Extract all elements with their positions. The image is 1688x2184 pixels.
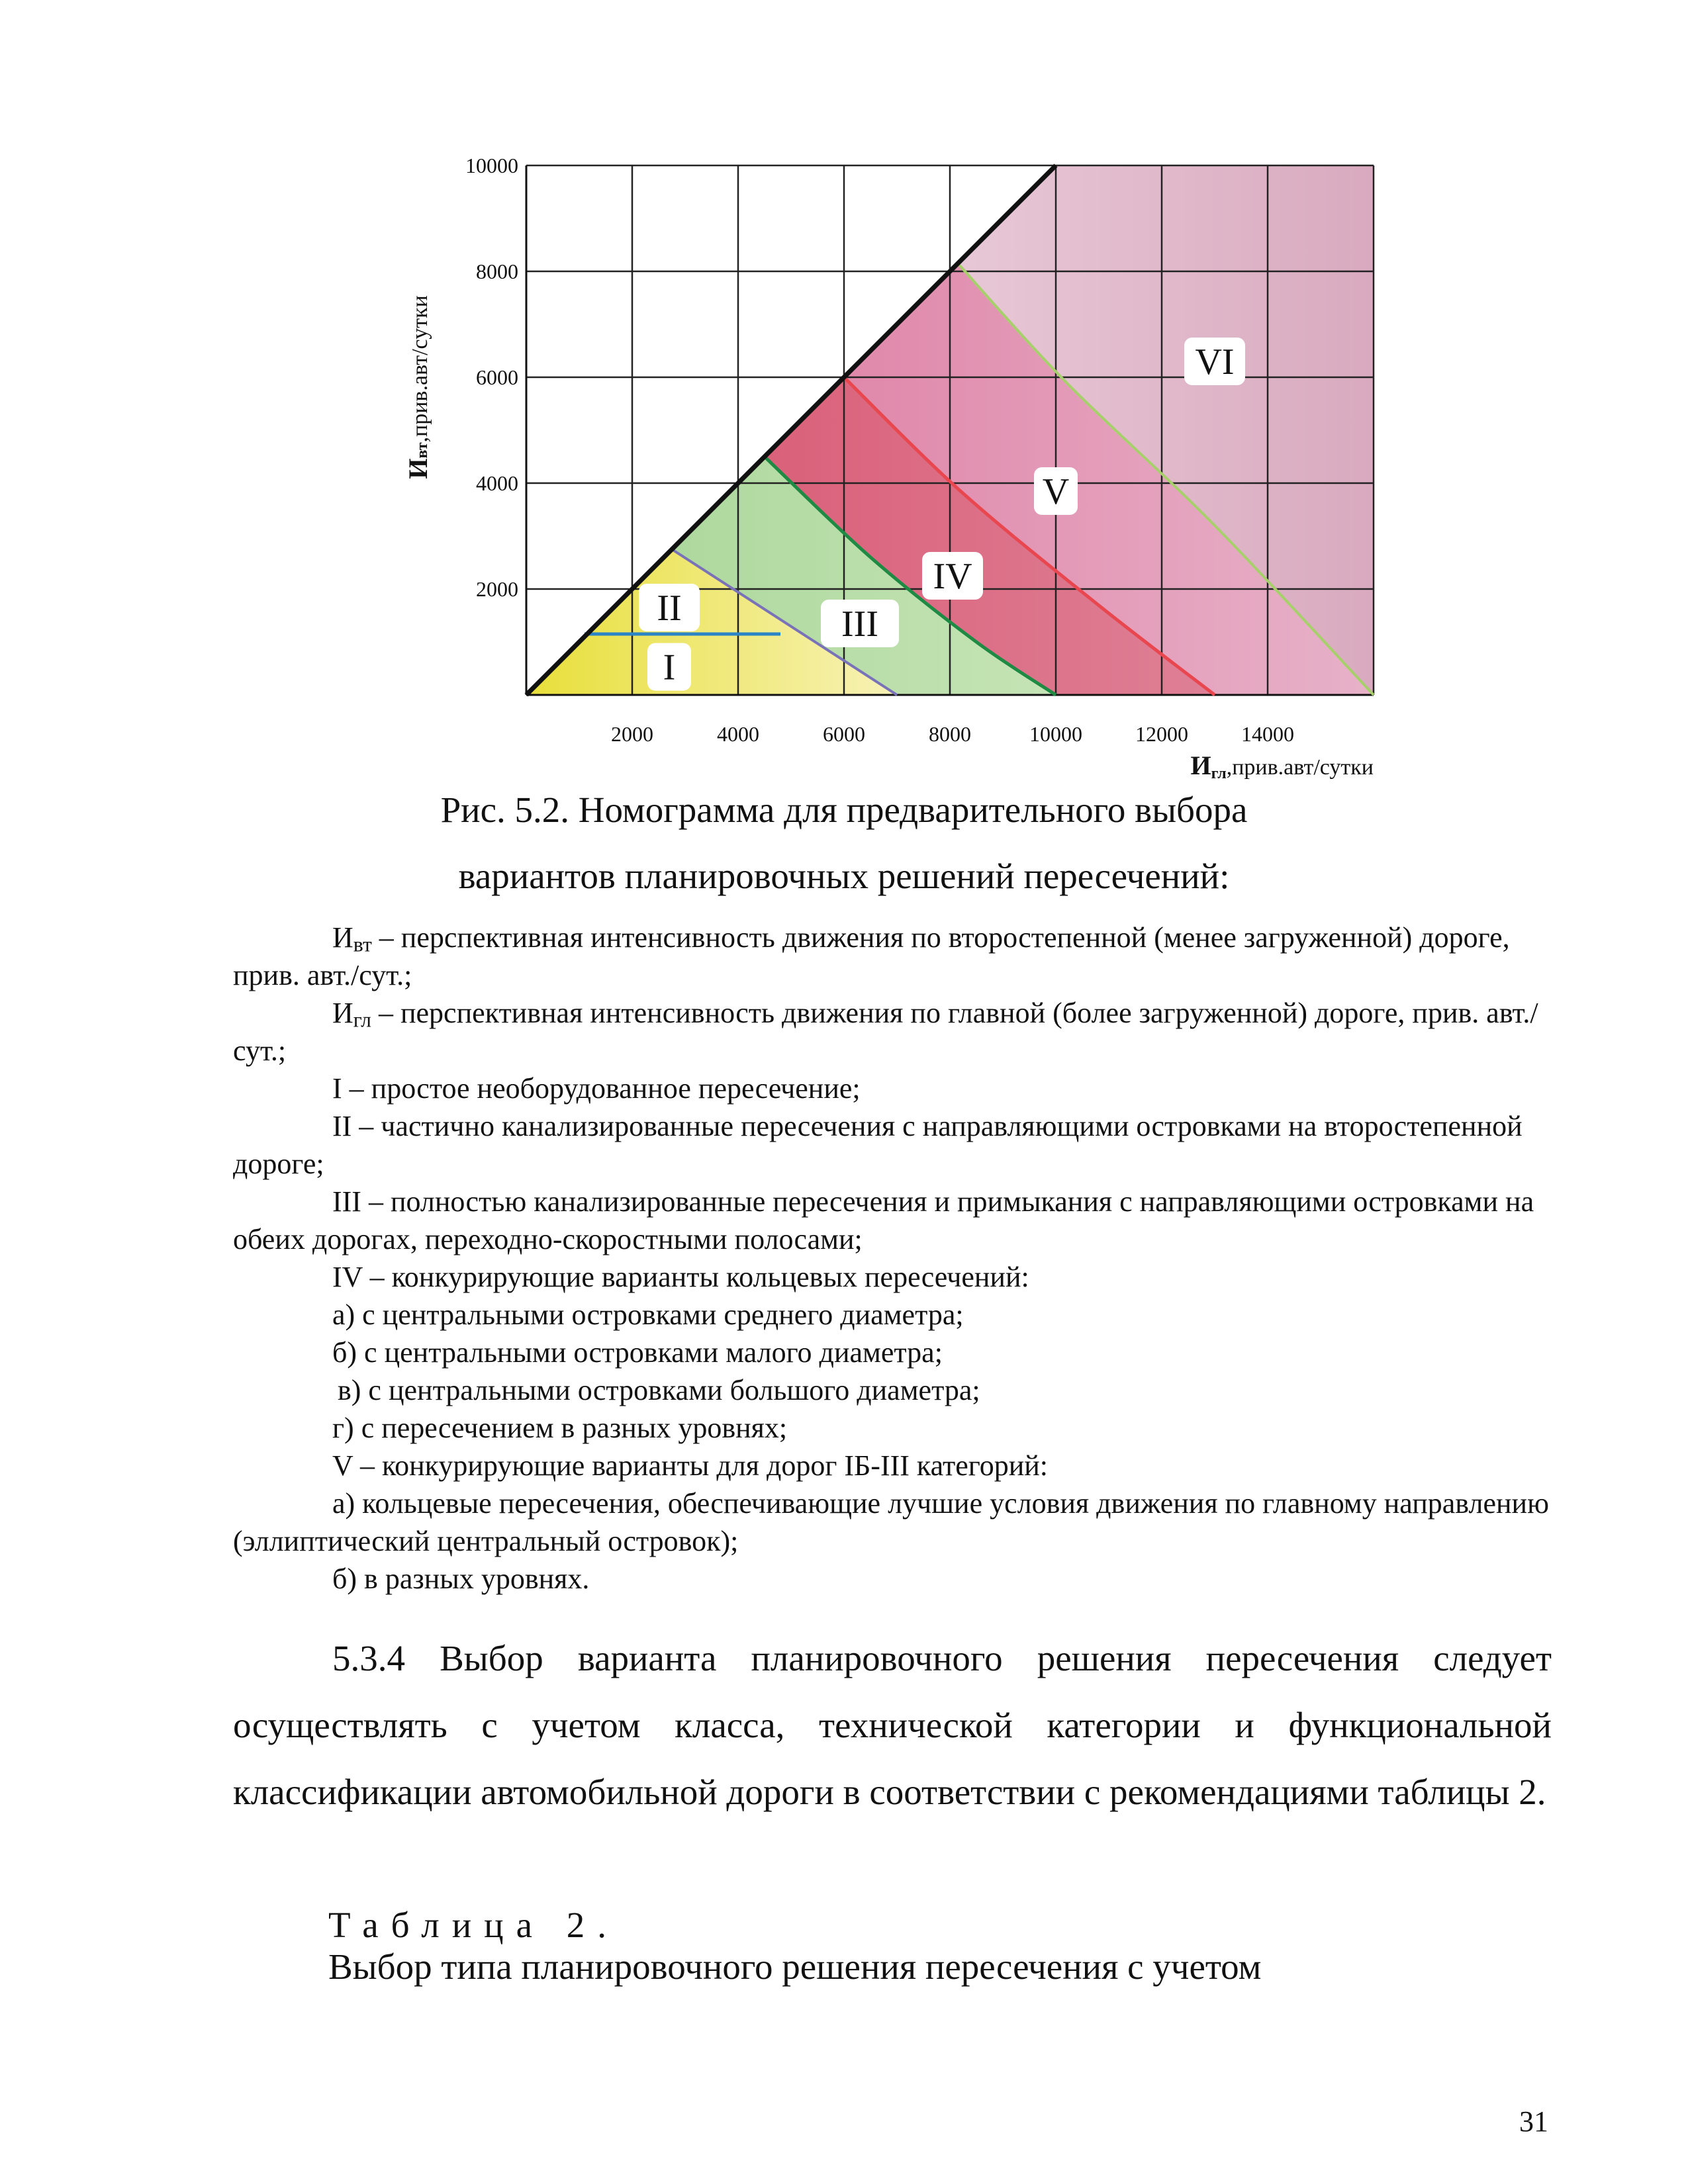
- legend-ivt-symbol: И: [332, 921, 353, 954]
- zone-label-i: I: [663, 647, 676, 688]
- y-tick-label-2000: 2000: [476, 577, 518, 601]
- legend-igl-symbol: И: [332, 997, 353, 1029]
- figure-caption-line-1: Рис. 5.2. Номограмма для предварительного выбора: [440, 790, 1248, 830]
- legend-item-iv: IV – конкурирующие варианты кольцевых пересечений:: [332, 1261, 1029, 1293]
- legend-item-v-b: б) в разных уровнях.: [332, 1563, 590, 1595]
- x-axis-label: [1190, 751, 1374, 782]
- legend-ivt-sub: вт: [353, 933, 372, 956]
- y-axis-label-sub: вт: [414, 442, 431, 459]
- legend-igl-sub: гл: [353, 1008, 371, 1032]
- x-tick-label-14000: 14000: [1241, 722, 1294, 746]
- table-title: Выбор типа планировочного решения пересечения с учетом: [328, 1946, 1262, 1987]
- legend-igl-text: – перспективная интенсивность движения по главной (более загруженной) дороге, прив. авт./сут.;: [233, 997, 1538, 1067]
- legend-ivt: [233, 919, 1552, 994]
- x-axis-label-rest: ,прив.авт/сутки: [1226, 755, 1374, 780]
- zone-label-ii: II: [657, 588, 682, 629]
- x-tick-label-4000: 4000: [717, 722, 759, 746]
- figure-legend: [233, 919, 1552, 1598]
- x-tick-label-10000: 10000: [1029, 722, 1082, 746]
- y-axis-label-main: И: [403, 458, 433, 479]
- table-label: Таблица 2.: [328, 1905, 619, 1945]
- legend-item-ii: II – частично канализированные пересечения с направляющими островками на второстепенной дороге;: [233, 1110, 1523, 1180]
- y-tick-label-6000: 6000: [476, 365, 518, 389]
- y-tick-label-8000: 8000: [476, 259, 518, 283]
- y-axis-label: [403, 295, 433, 479]
- zone-label-v: V: [1042, 471, 1070, 512]
- x-tick-label-12000: 12000: [1135, 722, 1188, 746]
- zone-label-iii: III: [841, 604, 878, 645]
- legend-item-v-a: а) кольцевые пересечения, обеспечивающие лучшие условия движения по главному направлению (эллиптический центральный островок);: [233, 1487, 1549, 1557]
- x-tick-label-6000: 6000: [823, 722, 865, 746]
- body-paragraph-5-3-4: 5.3.4 Выбор варианта планировочного решения пересечения следует осуществлять с учетом класса, технической категории и функциональной классификации автомобильной дороги в соответствии с рекомендациями таблицы 2.: [233, 1638, 1552, 1812]
- nomogram-chart: [404, 142, 1413, 797]
- legend-ivt-text: – перспективная интенсивность движения по второстепенной (менее загруженной) дороге, прив. авт./сут.;: [233, 921, 1510, 991]
- y-tick-label-4000: 4000: [476, 471, 518, 495]
- x-axis-label-main: И: [1190, 751, 1211, 780]
- x-axis-label-sub: гл: [1211, 765, 1227, 782]
- zone-label-vi: VI: [1195, 341, 1235, 383]
- legend-item-iv-c: в) с центральными островками большого диаметра;: [338, 1374, 980, 1406]
- y-tick-label-10000: 10000: [465, 154, 518, 177]
- legend-item-iv-b: б) с центральными островками малого диаметра;: [332, 1336, 943, 1369]
- legend-igl: [233, 994, 1552, 1069]
- page-number: 31: [1519, 2105, 1548, 2138]
- legend-item-iii: III – полностью канализированные пересечения и примыкания с направляющими островками на обеих дорогах, переходно-скоростными полосами;: [233, 1185, 1534, 1255]
- legend-item-v: V – конкурирующие варианты для дорог IБ-III категорий:: [332, 1449, 1049, 1482]
- zone-label-iv: IV: [933, 556, 972, 597]
- legend-item-iv-a: а) с центральными островками среднего диаметра;: [332, 1298, 964, 1331]
- x-tick-label-8000: 8000: [929, 722, 971, 746]
- y-axis-label-rest: ,прив.авт/сутки: [408, 295, 432, 443]
- legend-item-i: I – простое необорудованное пересечение;: [332, 1072, 861, 1105]
- figure-caption-line-2: вариантов планировочных решений пересечений:: [458, 856, 1230, 896]
- legend-item-iv-d: г) с пересечением в разных уровнях;: [332, 1412, 788, 1444]
- x-tick-label-2000: 2000: [611, 722, 653, 746]
